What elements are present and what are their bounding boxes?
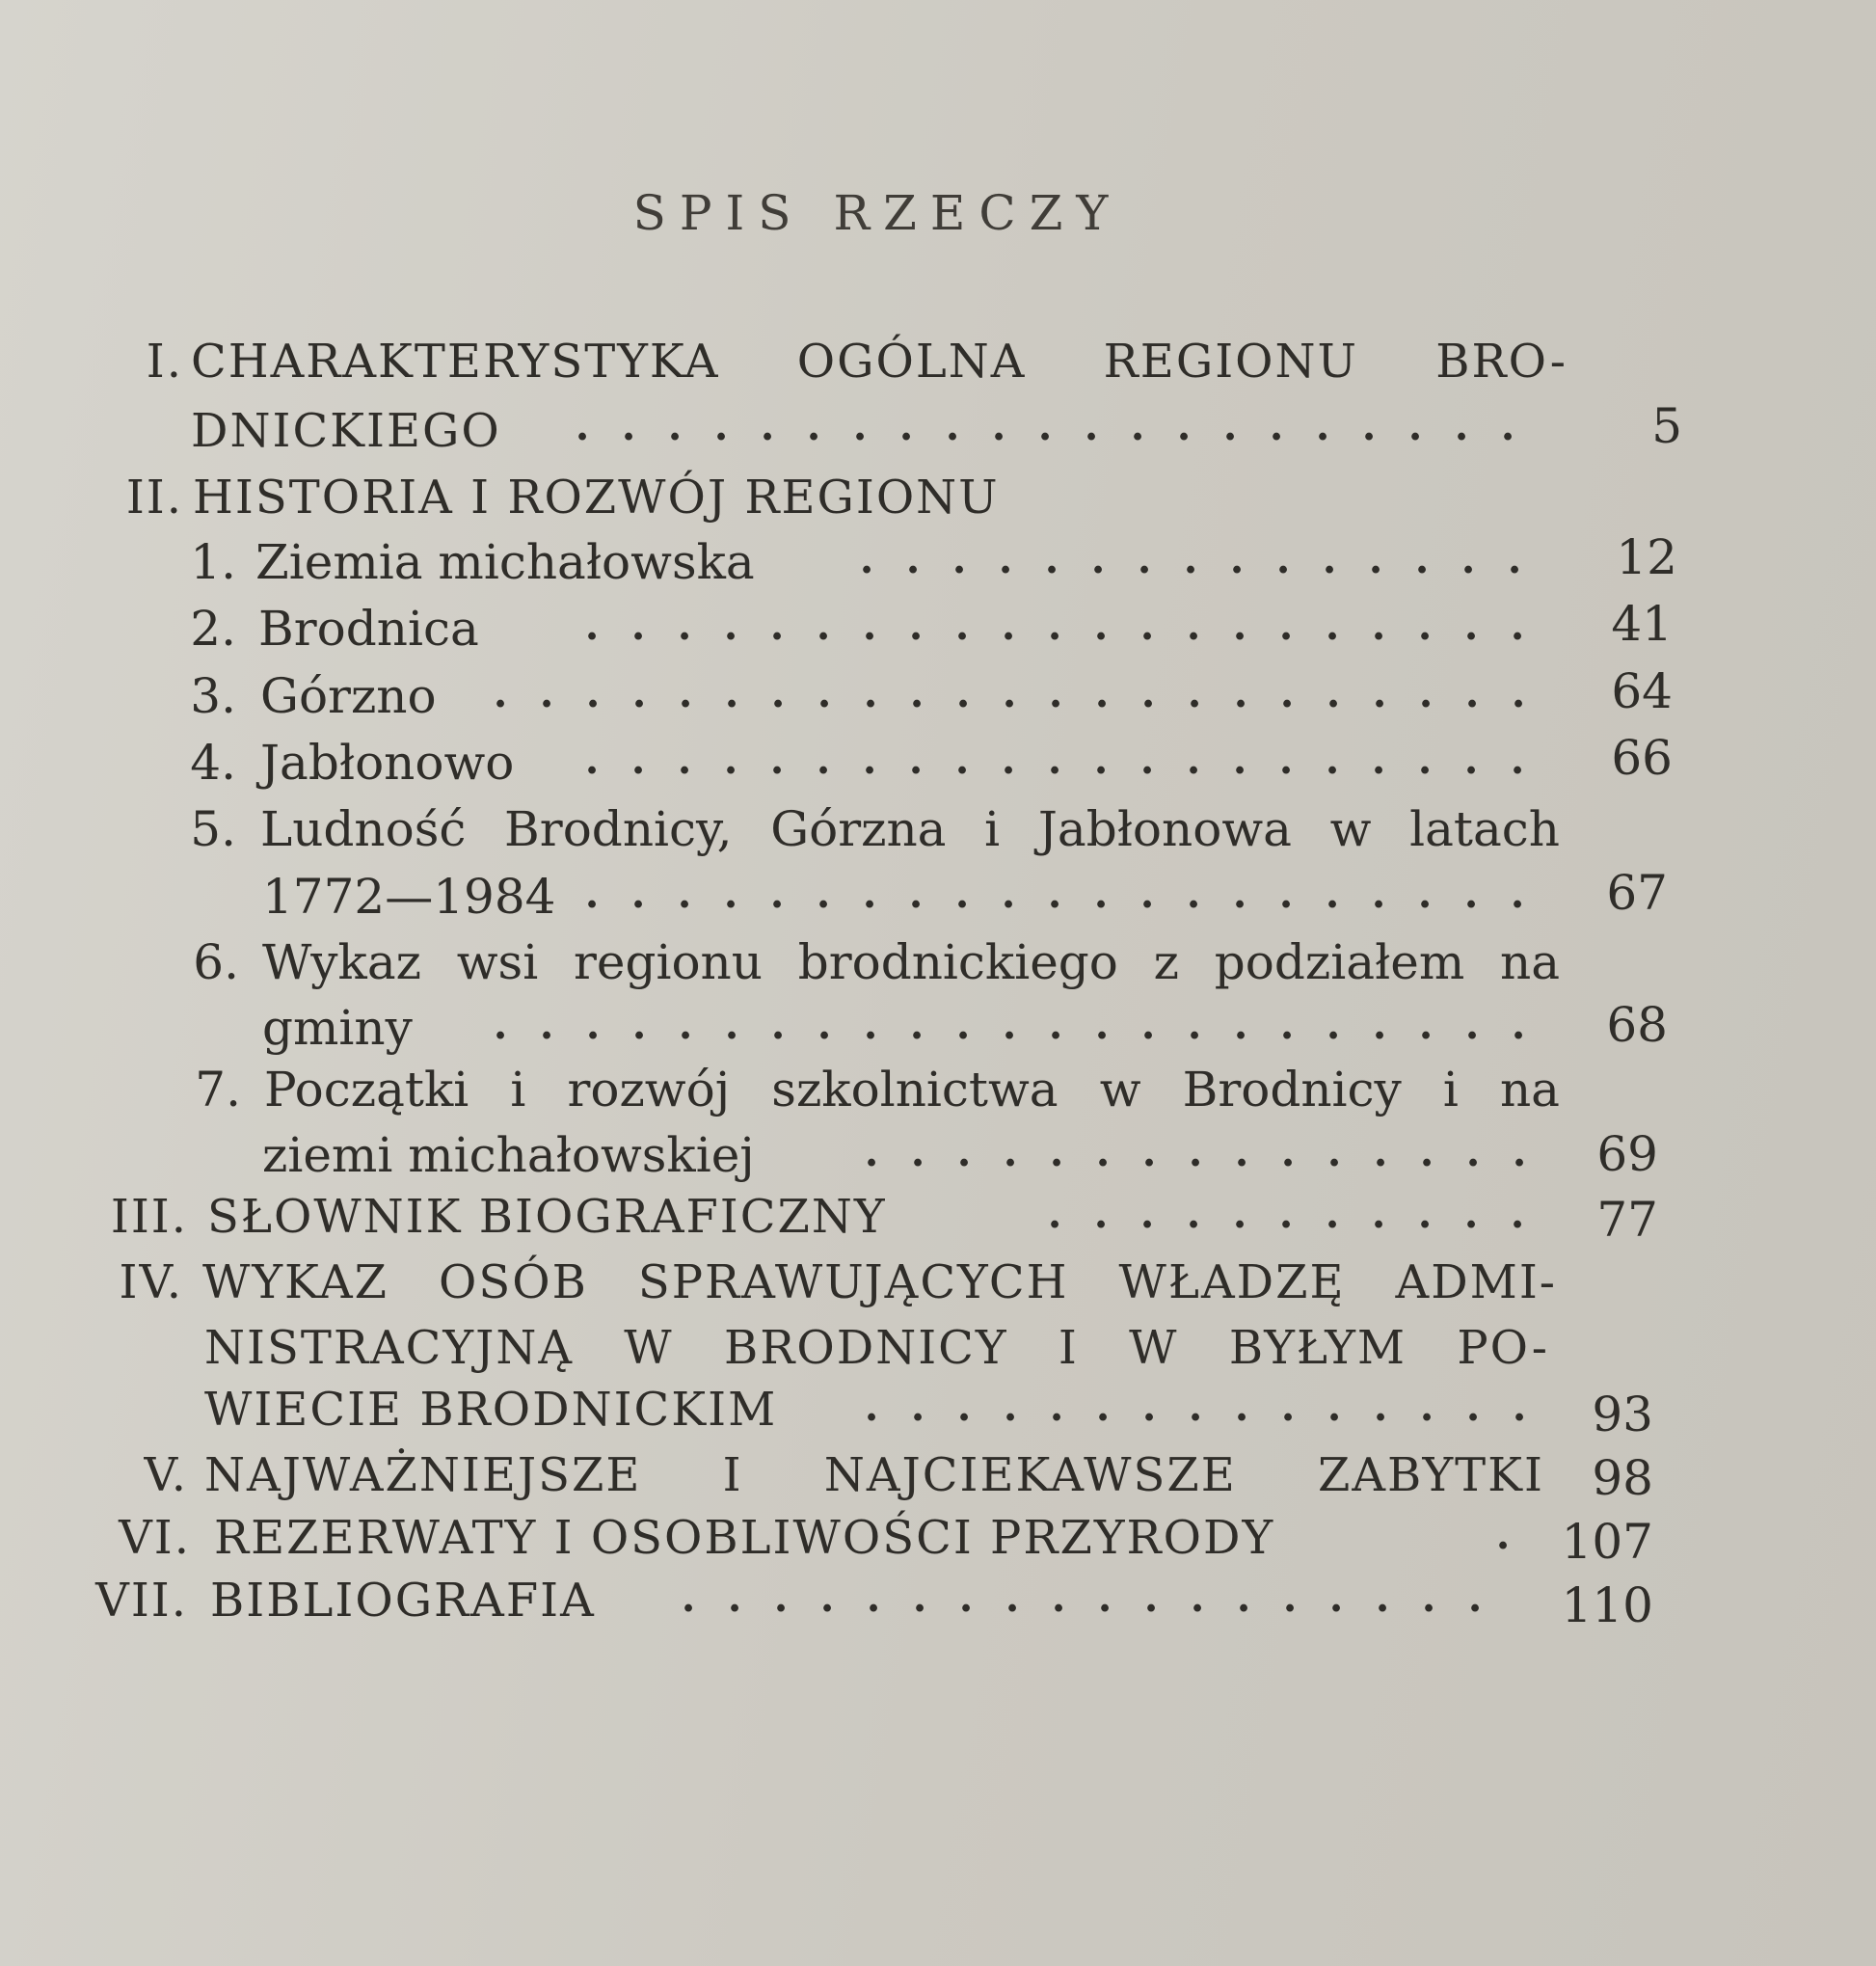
leader-dots: . . . . . . . . . . . . . . . . . . . . . [584,602,1525,649]
entry-title: Jabłonowo [260,735,515,791]
entry-title-cont: ziemi michałowskiej [262,1127,755,1183]
entry-title: Ludność Brodnicy, Górzna i Jabłonowa w latach [260,801,1560,857]
entry-title: Brodnica [258,601,479,657]
entry-title: BIBLIOGRAFIA [210,1574,596,1628]
page-number: 68 [1606,997,1668,1053]
page-number: 64 [1611,663,1673,719]
page-title: SPIS RZECZY [632,185,1122,241]
entry-number: II. [125,471,183,525]
leader-dots: . . . . . . . . . . . . . . . . . . . . . . . [493,669,1526,716]
page-number: 12 [1616,529,1677,585]
page-number: 5 [1651,398,1682,454]
entry-number: VI. [119,1511,191,1565]
entry-number: 3. [190,668,236,724]
entry-title: Górzno [260,668,437,724]
entry-title: Początki i rozwój szkolnictwa w Brodnicy i na [264,1062,1560,1118]
leader-dots: . . . . . . . . . . . . . . . [859,535,1522,582]
leader-dots: . . . . . . . . . . . [1047,1190,1525,1237]
page-number: 69 [1596,1126,1658,1182]
entry-number: IV. [119,1255,183,1309]
page-number: 77 [1596,1192,1658,1248]
page-number: 67 [1606,865,1668,921]
entry-title: CHARAKTERYSTYKA OGÓLNA REGIONU BRO- [191,335,1568,389]
entry-number: VII. [95,1574,188,1628]
entry-title: REZERWATY I OSOBLIWOŚCI PRZYRODY [214,1511,1275,1565]
entry-number: 5. [190,801,236,857]
page-number: 98 [1592,1450,1653,1506]
leader-dots: . . . . . . . . . . . . . . . . . . . . . [575,402,1515,449]
entry-number: 7. [195,1062,241,1118]
entry-title-cont: DNICKIEGO [191,404,501,458]
entry-title-cont: NISTRACYJNĄ W BRODNICY I W BYŁYM PO- [204,1321,1549,1375]
entry-title: SŁOWNIK BIOGRAFICZNY [207,1190,887,1244]
page-number: 107 [1561,1514,1653,1570]
leader-dots: . . . . . . . . . . . . . . . . . . [681,1574,1483,1621]
leader-dots: . . . . . . . . . . . . . . . [864,1128,1527,1175]
entry-title-cont: WIECIE BRODNICKIM [204,1383,778,1437]
entry-title-cont: 1772—1984 [262,869,556,925]
page-number: 41 [1611,596,1673,652]
page-number: 93 [1592,1387,1653,1442]
entry-title: Wykaz wsi regionu brodnickiego z podziałem na [262,934,1560,990]
leader-dots: . . . . . . . . . . . . . . . . . . . . . . . [493,1001,1526,1048]
entry-number: 1. [190,534,236,590]
entry-title: WYKAZ OSÓB SPRAWUJĄCYCH WŁADZĘ ADMI- [202,1255,1557,1309]
entry-number: III. [110,1190,188,1244]
page-number: 66 [1611,730,1673,786]
leader-dots: . . . . . . . . . . . . . . . . . . . . . [584,736,1525,783]
entry-number: I. [146,335,183,389]
entry-title: Ziemia michałowska [255,534,755,590]
entry-number: V. [144,1448,188,1502]
leader-dots: . [1495,1511,1511,1558]
entry-number: 4. [190,735,236,791]
entry-title: HISTORIA I ROZWÓJ REGIONU [193,471,1000,525]
leader-dots: . . . . . . . . . . . . . . . . . . . . . [584,870,1525,917]
entry-title: NAJWAŻNIEJSZE I NAJCIEKAWSZE ZABYTKI [204,1448,1544,1502]
entry-title-cont: gminy [262,1000,413,1056]
entry-number: 6. [193,934,239,990]
entry-number: 2. [190,601,236,657]
page-number: 110 [1561,1577,1653,1633]
leader-dots: . . . . . . . . . . . . . . . [864,1383,1527,1430]
